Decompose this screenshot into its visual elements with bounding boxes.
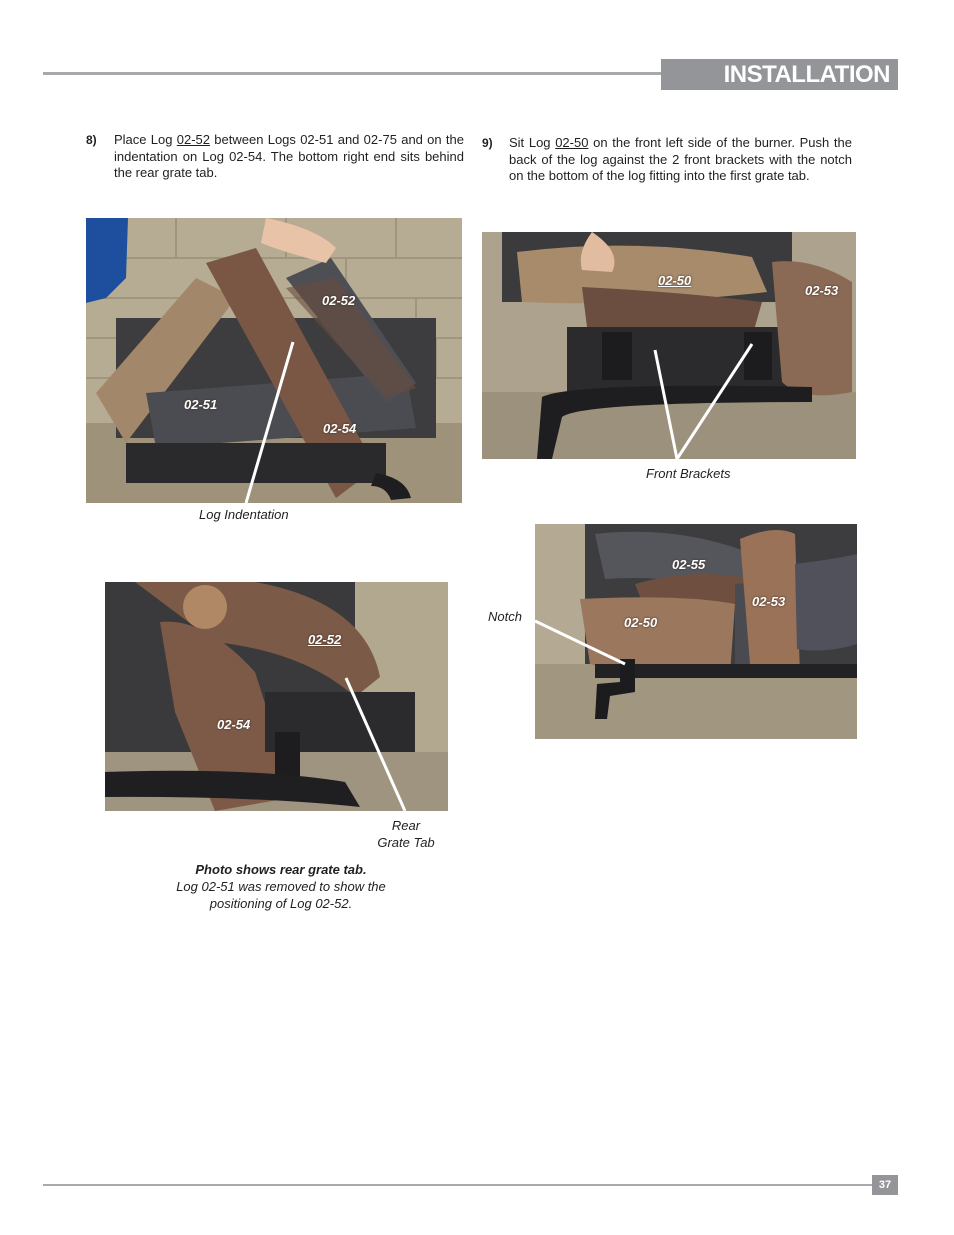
section-title: INSTALLATION — [661, 59, 898, 90]
photo-2-image — [482, 232, 856, 459]
photo-1-label-02-51: 02-51 — [184, 397, 218, 412]
photo-log-indentation — [86, 218, 462, 503]
photo-2-label-02-50: 02-50 — [658, 273, 692, 288]
photo-2-label-02-53: 02-53 — [805, 283, 839, 298]
footer-rule — [43, 1184, 873, 1186]
caption-front-brackets: Front Brackets — [646, 466, 731, 481]
header-rule — [43, 72, 663, 75]
photo-4-label-02-50: 02-50 — [624, 615, 658, 630]
photo-1-label-02-52: 02-52 — [322, 293, 356, 308]
caption-rear-grate-tab: Rear Grate Tab — [377, 818, 435, 850]
log-02-52-ref: 02-52 — [176, 132, 211, 147]
step-9-text: Sit Log 02-50 on the front left side of the burner. Push the back of the log against the 2 front brackets with the notch on the bottom of the log fitting into the first grate tab. — [509, 135, 852, 183]
photo-3-image — [105, 582, 448, 811]
photo-front-brackets — [482, 232, 856, 459]
photo-1-image — [86, 218, 462, 503]
photo-1-label-02-54: 02-54 — [323, 421, 357, 436]
step-8-number: 8) — [86, 133, 97, 147]
caption-log-indentation: Log Indentation — [199, 507, 289, 522]
page-number: 37 — [872, 1175, 898, 1195]
step-8-text: Place Log 02-52 between Logs 02-51 and 02-75 and on the indentation on Log 02-54. The bottom right end sits behind the rear grate tab. — [114, 132, 464, 180]
photo-4-label-02-55: 02-55 — [672, 557, 706, 572]
photo-rear-grate-tab — [105, 582, 448, 811]
photo-notch — [535, 524, 857, 739]
photo-4-label-02-53: 02-53 — [752, 594, 786, 609]
photo-3-label-02-54: 02-54 — [217, 717, 251, 732]
caption-notch: Notch — [488, 609, 522, 624]
log-02-50-ref: 02-50 — [555, 135, 589, 150]
photo-3-note: Photo shows rear grate tab. Log 02-51 was removed to show the positioning of Log 02-52. — [176, 862, 386, 911]
step-9-number: 9) — [482, 136, 493, 150]
photo-3-label-02-52: 02-52 — [308, 632, 342, 647]
